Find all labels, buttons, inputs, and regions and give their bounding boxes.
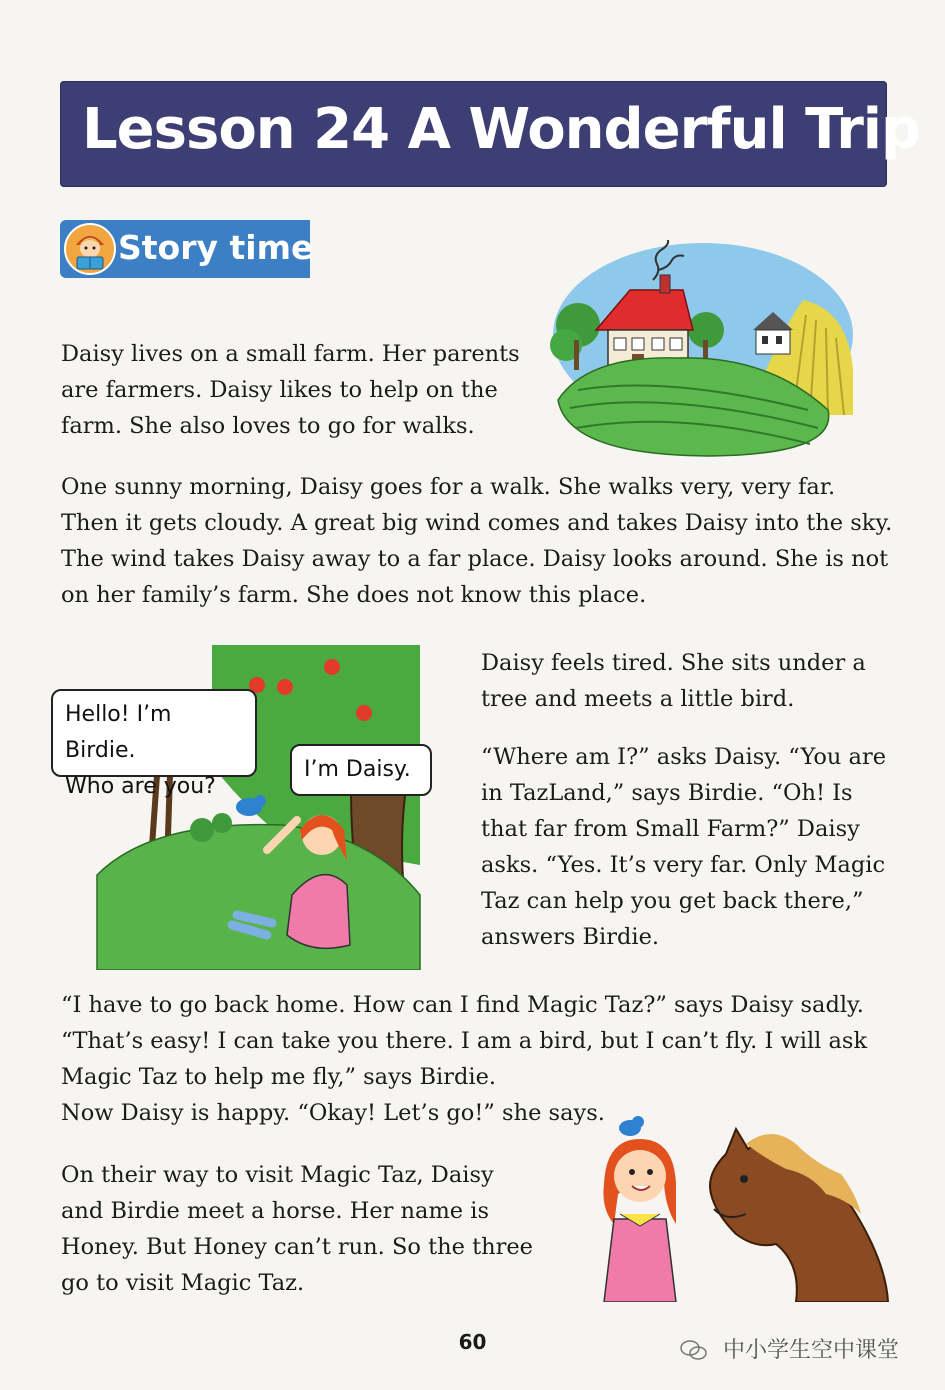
story-paragraph-2 <box>61 469 901 613</box>
paragraph-5-line: Magic Taz to help me fly,” says Birdie. <box>61 1064 497 1090</box>
story-paragraph-5 <box>61 987 901 1131</box>
paragraph-2-line: on her family’s farm. She does not know this place. <box>61 582 647 608</box>
lesson-title-banner <box>60 81 921 187</box>
daisy-speech-bubble <box>290 744 432 796</box>
story-paragraph-1: Daisy lives on a small farm. Her parents are farmers. Daisy likes to help on the farm. She also loves to go for walks. <box>61 341 520 439</box>
paragraph-5-line: Now Daisy is happy. “Okay! Let’s go!” she says. <box>61 1100 605 1126</box>
story-paragraph-4: “Where am I?” asks Daisy. “You are in TazLand,” says Birdie. “Oh! Is that far from Small Farm?” Daisy asks. “Yes. It’s very far. Only Magic Taz can help you get back there,” answers Birdie. <box>481 744 887 950</box>
daisy-and-honey-illustration <box>596 1114 890 1302</box>
chat-bubbles-icon <box>680 1339 708 1361</box>
paragraph-2-line: The wind takes Daisy away to a far place. Daisy looks around. She is not <box>61 546 889 572</box>
reading-child-icon <box>64 223 116 275</box>
watermark <box>680 1333 930 1364</box>
lesson-title: Lesson 24 A Wonderful Trip <box>82 97 921 162</box>
daisy-speech-text: I’m Daisy. <box>304 757 411 782</box>
paragraph-2-line: One sunny morning, Daisy goes for a walk. She walks very, very far. <box>61 474 836 500</box>
watermark-text: 中小学生空中课堂 <box>723 1338 900 1363</box>
birdie-speech-bubble <box>51 689 257 799</box>
section-tab-story-time <box>60 220 314 278</box>
story-paragraph-6: On their way to visit Magic Taz, Daisy and Birdie meet a horse. Her name is Honey. But Honey can’t run. So the three go to visit Magic Taz. <box>61 1162 533 1296</box>
section-label: Story time <box>118 228 314 267</box>
birdie-speech-line: Hello! I’m Birdie. <box>65 702 172 763</box>
story-paragraph-3: Daisy feels tired. She sits under a tree and meets a little bird. <box>481 650 866 712</box>
farm-illustration <box>548 240 858 458</box>
birdie-speech-line: Who are you? <box>65 774 216 799</box>
paragraph-2-line: Then it gets cloudy. A great big wind comes and takes Daisy into the sky. <box>61 510 893 536</box>
paragraph-5-line: “I have to go back home. How can I find Magic Taz?” says Daisy sadly. <box>61 992 864 1018</box>
paragraph-5-line: “That’s easy! I can take you there. I am a bird, but I can’t fly. I will ask <box>61 1028 868 1054</box>
page-number: 60 <box>458 1330 487 1354</box>
